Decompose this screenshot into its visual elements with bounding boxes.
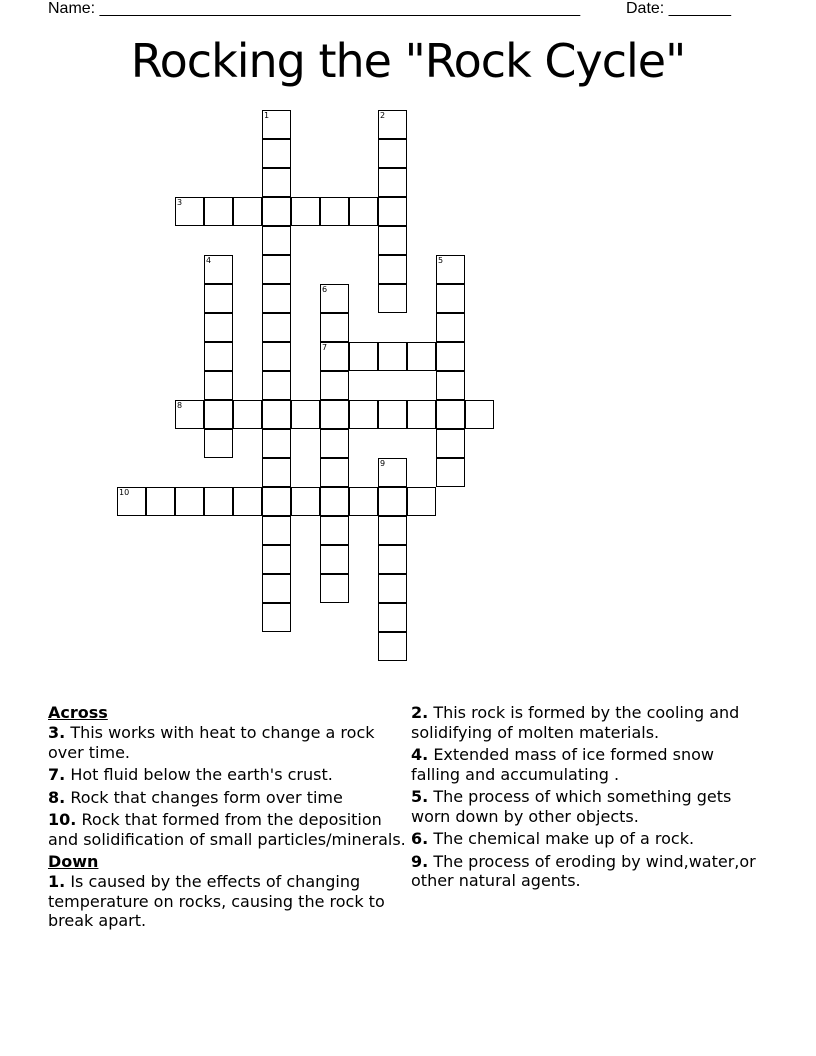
cell-input[interactable] (379, 198, 406, 225)
grid-cell[interactable] (204, 255, 233, 284)
grid-cell[interactable] (320, 458, 349, 487)
clue-across-2 (48, 788, 410, 808)
grid-cell[interactable] (262, 226, 291, 255)
cell-input[interactable] (408, 343, 435, 370)
clue-across-1 (48, 765, 410, 785)
clue-down-2 (411, 745, 761, 784)
cell-input[interactable] (437, 459, 464, 486)
grid-cell[interactable] (175, 197, 204, 226)
cell-input[interactable] (205, 285, 232, 312)
cell-input[interactable] (379, 488, 406, 515)
clue-number: 2 (380, 111, 386, 120)
grid-cell[interactable] (407, 400, 436, 429)
clue-number: 9 (380, 459, 386, 468)
cell-input[interactable] (321, 198, 348, 225)
grid-cell[interactable] (233, 197, 262, 226)
clue-number: 8 (177, 401, 183, 410)
cell-input[interactable] (205, 488, 232, 515)
cell-input[interactable] (263, 459, 290, 486)
cell-input[interactable] (321, 401, 348, 428)
grid-cell[interactable] (262, 429, 291, 458)
cell-input[interactable] (147, 488, 174, 515)
grid-cell[interactable] (378, 139, 407, 168)
grid-cell[interactable] (436, 342, 465, 371)
cell-input[interactable] (321, 575, 348, 602)
clue-number-label: 10. (48, 810, 77, 829)
clue-text: The process of eroding by wind,water,or other natural agents. (411, 851, 756, 890)
grid-cell[interactable] (378, 168, 407, 197)
grid-cell[interactable] (262, 284, 291, 313)
clue-number: 4 (206, 256, 212, 265)
clues-left-column (48, 703, 410, 934)
cell-input[interactable] (263, 604, 290, 631)
cell-input[interactable] (263, 256, 290, 283)
grid-cell[interactable] (436, 371, 465, 400)
cell-input[interactable] (379, 546, 406, 573)
clue-down-3 (411, 787, 761, 826)
cell-input[interactable] (205, 256, 232, 283)
cell-input[interactable] (379, 111, 406, 138)
clue-number: 1 (264, 111, 270, 120)
cell-input[interactable] (263, 314, 290, 341)
clue-number-label: 8. (48, 787, 66, 807)
cell-input[interactable] (466, 401, 493, 428)
cell-input[interactable] (321, 488, 348, 515)
clue-down-0 (48, 872, 410, 931)
clue-down-1 (411, 703, 761, 742)
grid-cell[interactable] (378, 284, 407, 313)
grid-cell[interactable] (349, 197, 378, 226)
clue-number-label: 4. (411, 745, 429, 764)
grid-cell[interactable] (262, 168, 291, 197)
grid-cell[interactable] (378, 110, 407, 139)
cell-input[interactable] (321, 517, 348, 544)
cell-input[interactable] (350, 343, 377, 370)
grid-cell[interactable] (291, 400, 320, 429)
grid-cell[interactable] (436, 400, 465, 429)
grid-cell[interactable] (204, 371, 233, 400)
cell-input[interactable] (321, 314, 348, 341)
grid-cell[interactable] (320, 545, 349, 574)
grid-cell[interactable] (175, 487, 204, 516)
grid-cell[interactable] (204, 400, 233, 429)
grid-cell[interactable] (436, 255, 465, 284)
cell-input[interactable] (379, 633, 406, 660)
cell-input[interactable] (321, 372, 348, 399)
clue-number: 6 (322, 285, 328, 294)
cell-input[interactable] (437, 430, 464, 457)
clue-number-label: 1. (48, 872, 66, 891)
clue-across-3 (48, 810, 410, 849)
clue-text: Rock that formed from the deposition and solidification of small particles/minerals. (48, 810, 406, 849)
cell-input[interactable] (321, 343, 348, 370)
cell-input[interactable] (176, 198, 203, 225)
cell-input[interactable] (263, 575, 290, 602)
grid-cell[interactable] (349, 400, 378, 429)
grid-cell[interactable] (378, 400, 407, 429)
cell-input[interactable] (408, 488, 435, 515)
cell-input[interactable] (379, 343, 406, 370)
grid-cell[interactable] (465, 400, 494, 429)
grid-cell[interactable] (262, 110, 291, 139)
grid-cell[interactable] (233, 487, 262, 516)
clue-number-label: 7. (48, 765, 66, 784)
grid-cell[interactable] (320, 400, 349, 429)
cell-input[interactable] (263, 111, 290, 138)
grid-cell[interactable] (436, 284, 465, 313)
grid-cell[interactable] (378, 603, 407, 632)
clue-text: Rock that changes form over time (70, 787, 343, 807)
cell-input[interactable] (350, 488, 377, 515)
cell-input[interactable] (263, 343, 290, 370)
cell-input[interactable] (437, 343, 464, 370)
grid-cell[interactable] (378, 545, 407, 574)
grid-cell[interactable] (291, 197, 320, 226)
grid-cell[interactable] (378, 574, 407, 603)
clue-across-0 (48, 723, 410, 762)
clues-right-column (411, 703, 761, 894)
cell-input[interactable] (263, 169, 290, 196)
grid-cell[interactable] (320, 342, 349, 371)
clue-number: 10 (119, 488, 130, 497)
cell-input[interactable] (437, 314, 464, 341)
grid-cell[interactable] (262, 342, 291, 371)
grid-cell[interactable] (378, 197, 407, 226)
cell-input[interactable] (350, 198, 377, 225)
cell-input[interactable] (205, 372, 232, 399)
cell-input[interactable] (437, 256, 464, 283)
grid-cell[interactable] (146, 487, 175, 516)
grid-cell[interactable] (204, 313, 233, 342)
grid-cell[interactable] (262, 197, 291, 226)
grid-cell[interactable] (378, 487, 407, 516)
down-heading: Down (48, 852, 99, 871)
grid-cell[interactable] (320, 429, 349, 458)
cell-input[interactable] (379, 604, 406, 631)
clue-down-5 (411, 852, 761, 891)
grid-cell[interactable] (262, 458, 291, 487)
cell-input[interactable] (234, 198, 261, 225)
grid-cell[interactable] (175, 400, 204, 429)
cell-input[interactable] (292, 488, 319, 515)
cell-input[interactable] (408, 401, 435, 428)
cell-input[interactable] (263, 372, 290, 399)
grid-cell[interactable] (436, 458, 465, 487)
cell-input[interactable] (118, 488, 145, 515)
cell-input[interactable] (379, 169, 406, 196)
grid-cell[interactable] (204, 342, 233, 371)
cell-input[interactable] (379, 459, 406, 486)
clue-text: Is caused by the effects of changing temperature on rocks, causing the rock to break apart. (48, 872, 385, 930)
clue-text: The chemical make up of a rock. (433, 829, 695, 848)
clue-number-label: 6. (411, 829, 429, 848)
clue-number-label: 9. (411, 851, 429, 871)
grid-cell[interactable] (378, 516, 407, 545)
grid-cell[interactable] (349, 342, 378, 371)
cell-input[interactable] (176, 488, 203, 515)
cell-input[interactable] (379, 227, 406, 254)
cell-input[interactable] (234, 488, 261, 515)
name-field[interactable]: Name: ______________________________________________________ (48, 0, 581, 17)
grid-cell[interactable] (407, 487, 436, 516)
cell-input[interactable] (234, 401, 261, 428)
grid-cell[interactable] (262, 313, 291, 342)
cell-input[interactable] (437, 372, 464, 399)
cell-input[interactable] (205, 343, 232, 370)
cell-input[interactable] (321, 546, 348, 573)
cell-input[interactable] (437, 285, 464, 312)
grid-cell[interactable] (291, 487, 320, 516)
cell-input[interactable] (292, 198, 319, 225)
cell-input[interactable] (379, 575, 406, 602)
grid-cell[interactable] (262, 603, 291, 632)
grid-cell[interactable] (262, 545, 291, 574)
grid-cell[interactable] (204, 284, 233, 313)
grid-cell[interactable] (320, 371, 349, 400)
cell-input[interactable] (263, 198, 290, 225)
clue-text: The process of which something gets worn down by other objects. (411, 787, 732, 826)
cell-input[interactable] (205, 198, 232, 225)
cell-input[interactable] (205, 314, 232, 341)
page-title: Rocking the "Rock Cycle" (130, 34, 686, 88)
clue-number-label: 2. (411, 703, 429, 722)
grid-cell[interactable] (262, 255, 291, 284)
cell-input[interactable] (321, 285, 348, 312)
cell-input[interactable] (263, 488, 290, 515)
grid-cell[interactable] (320, 284, 349, 313)
clue-down-4 (411, 829, 761, 849)
cell-input[interactable] (379, 517, 406, 544)
cell-input[interactable] (379, 256, 406, 283)
clue-number-label: 3. (48, 723, 66, 742)
grid-cell[interactable] (378, 458, 407, 487)
grid-cell[interactable] (262, 516, 291, 545)
grid-cell[interactable] (320, 516, 349, 545)
grid-cell[interactable] (320, 487, 349, 516)
clue-text: This works with heat to change a rock over time. (48, 723, 375, 762)
cell-input[interactable] (263, 227, 290, 254)
grid-cell[interactable] (204, 197, 233, 226)
grid-cell[interactable] (320, 574, 349, 603)
cell-input[interactable] (176, 401, 203, 428)
cell-input[interactable] (321, 430, 348, 457)
cell-input[interactable] (379, 401, 406, 428)
grid-cell[interactable] (233, 400, 262, 429)
clue-text: Extended mass of ice formed snow falling and accumulating . (411, 745, 714, 784)
grid-cell[interactable] (378, 226, 407, 255)
date-field[interactable]: Date: _______ (626, 0, 731, 17)
clue-number: 3 (177, 198, 183, 207)
cell-input[interactable] (263, 546, 290, 573)
cell-input[interactable] (263, 140, 290, 167)
cell-input[interactable] (205, 430, 232, 457)
clue-text: Hot fluid below the earth's crust. (70, 765, 333, 784)
cell-input[interactable] (263, 430, 290, 457)
grid-cell[interactable] (436, 313, 465, 342)
grid-cell[interactable] (262, 487, 291, 516)
cell-input[interactable] (379, 140, 406, 167)
grid-cell[interactable] (204, 487, 233, 516)
grid-cell[interactable] (262, 371, 291, 400)
cell-input[interactable] (350, 401, 377, 428)
cell-input[interactable] (437, 401, 464, 428)
grid-cell[interactable] (378, 632, 407, 661)
grid-cell[interactable] (378, 342, 407, 371)
grid-cell[interactable] (320, 197, 349, 226)
grid-cell[interactable] (320, 313, 349, 342)
grid-cell[interactable] (349, 487, 378, 516)
clue-text: This rock is formed by the cooling and solidifying of molten materials. (411, 703, 740, 742)
across-heading: Across (48, 703, 108, 722)
cell-input[interactable] (263, 285, 290, 312)
grid-cell[interactable] (262, 574, 291, 603)
cell-input[interactable] (292, 401, 319, 428)
cell-input[interactable] (321, 459, 348, 486)
clue-number-label: 5. (411, 787, 429, 806)
grid-cell[interactable] (262, 139, 291, 168)
cell-input[interactable] (379, 285, 406, 312)
grid-cell[interactable] (262, 400, 291, 429)
cell-input[interactable] (263, 517, 290, 544)
grid-cell[interactable] (117, 487, 146, 516)
clue-number: 5 (438, 256, 444, 265)
grid-cell[interactable] (436, 429, 465, 458)
clue-number: 7 (322, 343, 328, 352)
grid-cell[interactable] (407, 342, 436, 371)
grid-cell[interactable] (378, 255, 407, 284)
cell-input[interactable] (263, 401, 290, 428)
cell-input[interactable] (205, 401, 232, 428)
grid-cell[interactable] (204, 429, 233, 458)
